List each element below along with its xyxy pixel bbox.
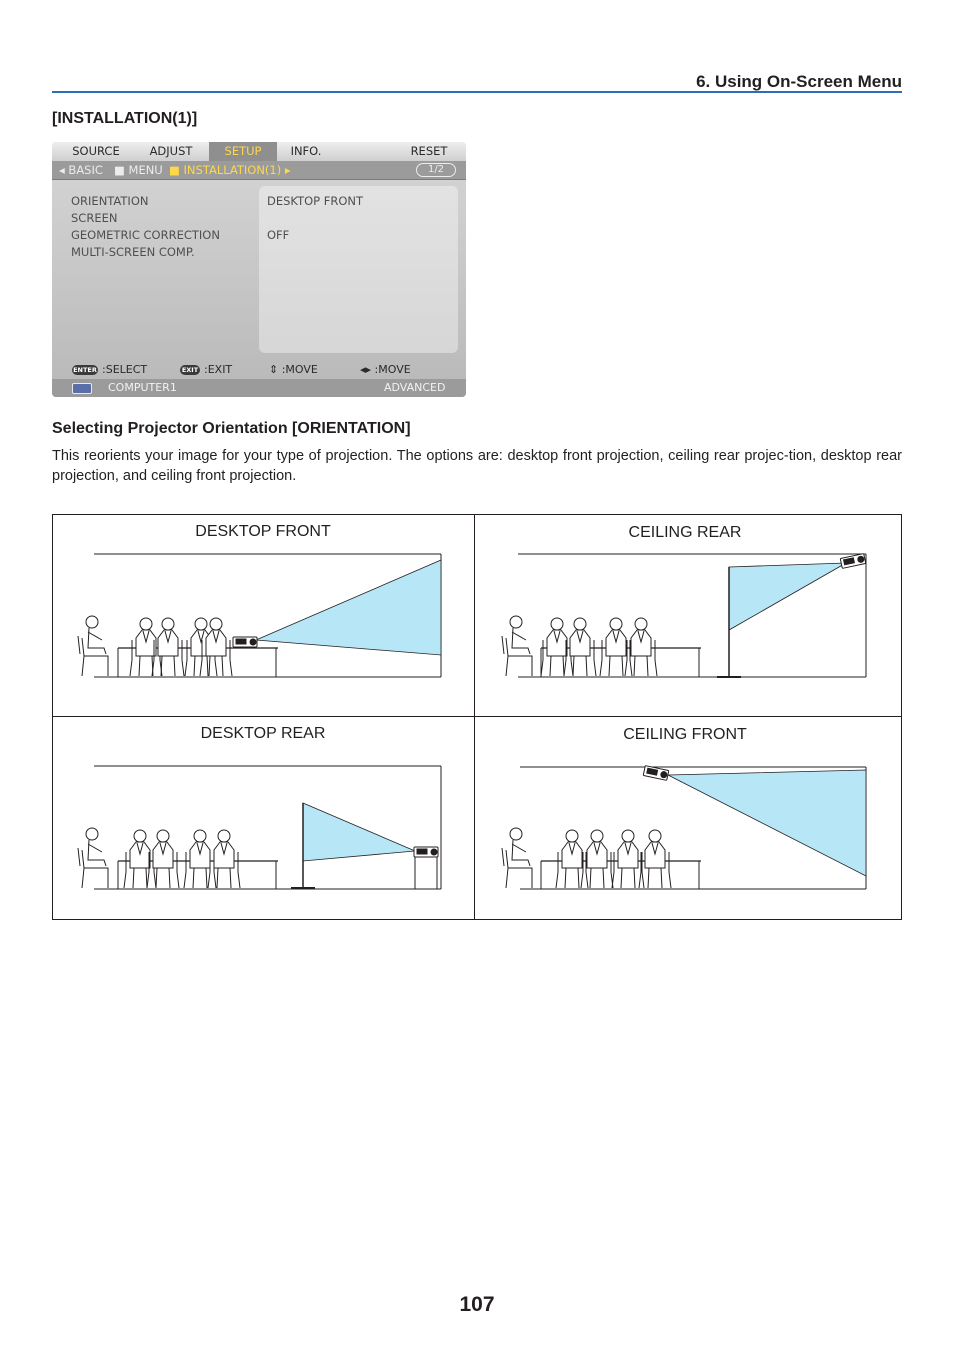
menu-item-screen[interactable]: SCREEN (71, 211, 118, 225)
breadcrumb-current: ■ INSTALLATION(1) ▸ (169, 163, 291, 177)
label-desktop-rear: DESKTOP REAR (200, 725, 326, 742)
description-paragraph: This reorients your image for your type of projection. The options are: desktop front projection, ceiling rear projec-tion, desktop rear projection, and ceiling front projection. (52, 448, 902, 484)
label-desktop-front: DESKTOP FRONT (195, 523, 331, 540)
projector-icon (840, 554, 866, 569)
input-source: COMPUTER1 (108, 381, 177, 394)
page-number: 107 (459, 1293, 495, 1316)
menu-item-multi-screen-comp[interactable]: MULTI-SCREEN COMP. (71, 245, 195, 259)
diagram-ceiling-front (502, 766, 866, 889)
enter-key-icon: ENTER (73, 366, 97, 374)
tab-source[interactable]: SOURCE (72, 144, 120, 158)
diagram-desktop-rear (78, 766, 441, 889)
projector-icon (643, 766, 669, 781)
page-indicator: 1/2 (416, 163, 456, 177)
menu-item-geometric-correction[interactable]: GEOMETRIC CORRECTION (71, 228, 220, 242)
label-ceiling-front: CEILING FRONT (623, 726, 747, 743)
breadcrumb-menu[interactable]: ■ MENU (114, 163, 163, 177)
menu-mode: ADVANCED (384, 381, 446, 394)
move-vertical-hint: ⇕ :MOVE (269, 363, 318, 376)
projector-icon (233, 637, 257, 647)
exit-key-icon: EXIT (181, 366, 199, 374)
orientation-value: DESKTOP FRONT (267, 194, 364, 208)
projector-icon (414, 847, 438, 857)
diagram-ceiling-rear (502, 554, 866, 677)
menu-item-orientation[interactable]: ORIENTATION (71, 194, 149, 208)
label-ceiling-rear: CEILING REAR (628, 524, 742, 541)
diagram-desktop-front (78, 554, 441, 677)
tab-info[interactable]: INFO. (290, 144, 322, 158)
breadcrumb-basic[interactable]: ◂ BASIC (59, 163, 103, 177)
select-hint: :SELECT (102, 363, 148, 376)
subheading: Selecting Projector Orientation [ORIENTATION] (52, 420, 411, 437)
tab-setup[interactable]: SETUP (209, 142, 277, 161)
tab-reset[interactable]: RESET (410, 144, 448, 158)
exit-hint: :EXIT (204, 363, 233, 376)
tab-adjust[interactable]: ADJUST (149, 144, 193, 158)
geometric-value: OFF (267, 228, 290, 242)
move-horizontal-hint: ◂▸ :MOVE (360, 363, 411, 376)
section-title: [INSTALLATION(1)] (52, 110, 198, 127)
chapter-title: 6. Using On-Screen Menu (696, 72, 902, 91)
